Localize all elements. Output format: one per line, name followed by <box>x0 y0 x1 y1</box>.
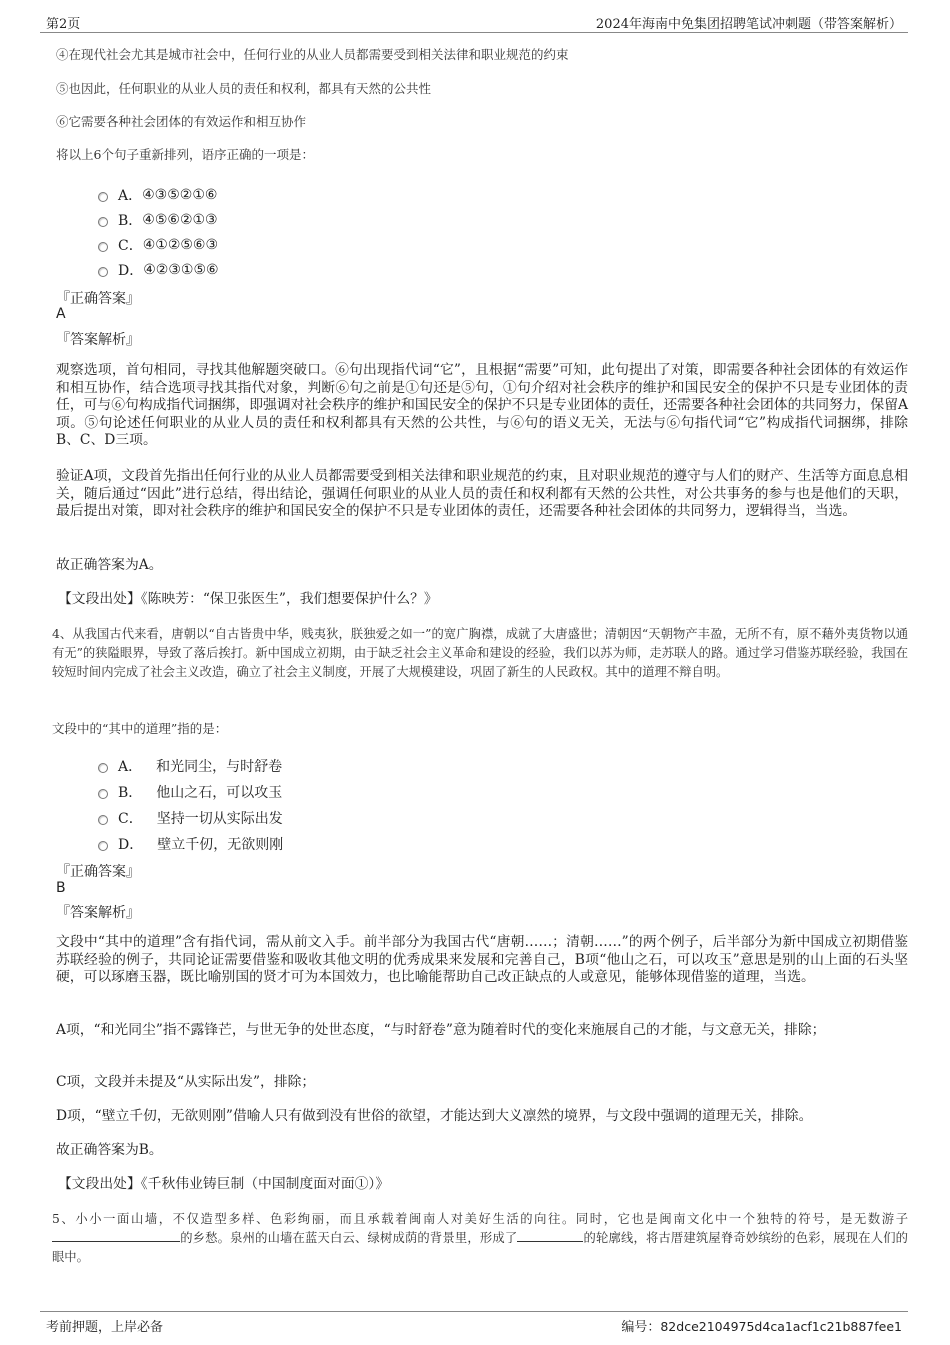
analysis-paragraph: 文段中“其中的道理”含有指代词，需从前文入手。前半部分为我国古代“唐朝……；清朝……”的两个例子，后半部分为新中国成立初期借鉴苏联经验的例子，共同论证需要借鉴和吸收其他文明的优秀成果来发展和完善自己，B项“他山之石，可以攻玉”意思是别的山上面的石头坚硬，可以琢磨玉器，既比喻别国的贤才可为本国效力，也比喻能帮助自己改正缺点的人或意见，能够体现借鉴的道理，当选。 <box>56 934 908 985</box>
conclusion: 故正确答案为B。 <box>56 1142 163 1158</box>
correct-answer: B <box>56 880 66 896</box>
analysis-paragraph: 验证A项，文段首先指出任何行业的从业人员都需要受到相关法律和职业规范的约束，且对职业规范的遵守与人们的财产、生活等方面息息相关，随后通过“因此”进行总结，得出结论，强调任何职业的从业人员的责任和权利都有天然的公共性，对公共事务的参与也是他们的天职，最后提出对策，即对社会秩序的维护和国民安全的保护不只是专业团体的责任，还需要各种社会团体的共同努力，逻辑得当，当选。 <box>56 468 908 519</box>
source-citation: 【文段出处】《千秋伟业铸巨制（中国制度面对面①）》 <box>58 1176 390 1192</box>
sentence-5: ⑤也因此，任何职业的从业人员的责任和权利，都具有天然的公共性 <box>56 81 432 96</box>
q3-option-d[interactable] <box>98 260 219 280</box>
question-stem <box>52 1210 908 1267</box>
analysis-paragraph: 观察选项，首句相同，寻找其他解题突破口。⑥句出现指代词“它”，且根据“需要”可知，此句提出了对策，即需要各种社会团体的有效运作和相互协作，结合选项寻找其指代对象，判断⑥句之前是①句还是⑤句，①句介绍对社会秩序的维护和国民安全的保护不只是专业团体的责任，可与⑥句构成指代词捆绑，即强调对社会秩序的维护和国民安全的保护不只是专业团体的责任，还需要各种社会团体的共同努力，保留A项。⑤句论述任何职业的从业人员的责任和权利都具有天然的公共性，与⑥句的语义无关，无法与⑥句指代词“它”构成指代词捆绑，排除B、C、D三项。 <box>56 362 908 448</box>
code-value: 82dce2104975d4ca1acf1c21b887fee1 <box>660 1319 902 1334</box>
radio-icon[interactable] <box>98 841 108 851</box>
radio-icon[interactable] <box>98 763 108 773</box>
question-prompt: 将以上6个句子重新排列，语序正确的一项是： <box>56 147 314 162</box>
radio-icon[interactable] <box>98 192 108 202</box>
stem-part: 的乡愁。泉州的山墙在蓝天白云、绿树成荫的背景里，形成了 <box>180 1231 518 1245</box>
fill-blank-1[interactable] <box>52 1229 180 1242</box>
page-header <box>40 10 908 33</box>
footer-slogan: 考前押题，上岸必备 <box>46 1320 164 1335</box>
option-letter: D． <box>118 837 144 853</box>
conclusion: 故正确答案为A。 <box>56 557 163 573</box>
option-letter: C． <box>118 811 143 827</box>
option-letter: B． <box>118 785 143 801</box>
analysis-option-a: A项，“和光同尘”指不露锋芒，与世无争的处世态度，“与时舒卷”意为随着时代的变化来施展自己的才能，与文意无关，排除； <box>56 1022 826 1038</box>
q4-option-a[interactable] <box>98 756 282 776</box>
option-text: 他山之石，可以攻玉 <box>156 785 283 801</box>
code-label: 编号： <box>621 1320 661 1335</box>
q3-option-a[interactable] <box>98 185 217 205</box>
option-text: ④⑤⑥②①③ <box>142 212 218 228</box>
document-title: 2024年海南中免集团招聘笔试冲刺题（带答案解析） <box>595 17 902 32</box>
option-text: 坚持一切从实际出发 <box>156 811 283 827</box>
question-stem: 4、从我国古代来看，唐朝以“自古皆贵中华，贱夷狄，朕独爱之如一”的宽广胸襟，成就了大唐盛世；清朝因“天朝物产丰盈，无所不有，原不藉外夷货物以通有无”的狭隘眼界，导致了落后挨打。新中国成立初期，由于缺乏社会主义革命和建设的经验，我们以苏为师，走苏联人的路。通过学习借鉴苏联经验，我国在较短时间内完成了社会主义改造，确立了社会主义制度，开展了大规模建设，巩固了新生的人民政权。其中的道理不辩自明。 <box>52 627 908 679</box>
q4-option-d[interactable] <box>98 834 283 854</box>
question-prompt: 文段中的“其中的道理”指的是： <box>52 721 228 736</box>
option-text: 和光同尘，与时舒卷 <box>156 759 283 775</box>
correct-answer: A <box>56 306 66 322</box>
source-citation: 【文段出处】《陈映芳：“保卫张医生”，我们想要保护什么？》 <box>58 591 438 607</box>
analysis-option-c: C项，文段并未提及“从实际出发”，排除； <box>56 1074 316 1090</box>
analysis-label: 『答案解析』 <box>56 905 140 921</box>
correct-answer-label: 『正确答案』 <box>56 864 140 880</box>
stem-part: 的轮廓线，将古厝建筑屋脊奇妙缤纷的色彩，展现在人们的眼中。 <box>52 1231 908 1264</box>
option-letter: A． <box>118 188 143 204</box>
option-text: 壁立千仞，无欲则刚 <box>157 837 284 853</box>
option-letter: C． <box>118 238 143 254</box>
option-text: ④②③①⑤⑥ <box>143 262 219 278</box>
analysis-label: 『答案解析』 <box>56 332 140 348</box>
radio-icon[interactable] <box>98 217 108 227</box>
option-text: ④①②⑤⑥③ <box>142 237 219 253</box>
option-letter: A． <box>118 759 143 775</box>
radio-icon[interactable] <box>98 815 108 825</box>
document-code <box>621 1316 902 1335</box>
analysis-option-d: D项，“壁立千仞，无欲则刚”借喻人只有做到没有世俗的欲望，才能达到大义凛然的境界，与文段中强调的道理无关，排除。 <box>56 1108 813 1124</box>
radio-icon[interactable] <box>98 789 108 799</box>
fill-blank-2[interactable] <box>517 1229 583 1242</box>
q4-option-b[interactable] <box>98 782 282 802</box>
stem-part: 5、小小一面山墙，不仅造型多样、色彩绚丽，而且承载着闽南人对美好生活的向往。同时，它也是闽南文化中一个独特的符号，是无数游子 <box>52 1212 908 1226</box>
radio-icon[interactable] <box>98 242 108 252</box>
sentence-4: ④在现代社会尤其是城市社会中，任何行业的从业人员都需要受到相关法律和职业规范的约束 <box>56 47 569 62</box>
page-number: 第2页 <box>46 17 81 32</box>
option-text: ④③⑤②①⑥ <box>142 187 218 203</box>
radio-icon[interactable] <box>98 267 108 277</box>
page-footer <box>40 1311 908 1338</box>
q4-option-c[interactable] <box>98 808 283 828</box>
q3-option-c[interactable] <box>98 235 218 255</box>
sentence-6: ⑥它需要各种社会团体的有效运作和相互协作 <box>56 114 307 129</box>
correct-answer-label: 『正确答案』 <box>56 291 140 307</box>
option-letter: D． <box>118 263 144 279</box>
option-letter: B． <box>118 213 143 229</box>
q3-option-b[interactable] <box>98 210 218 230</box>
